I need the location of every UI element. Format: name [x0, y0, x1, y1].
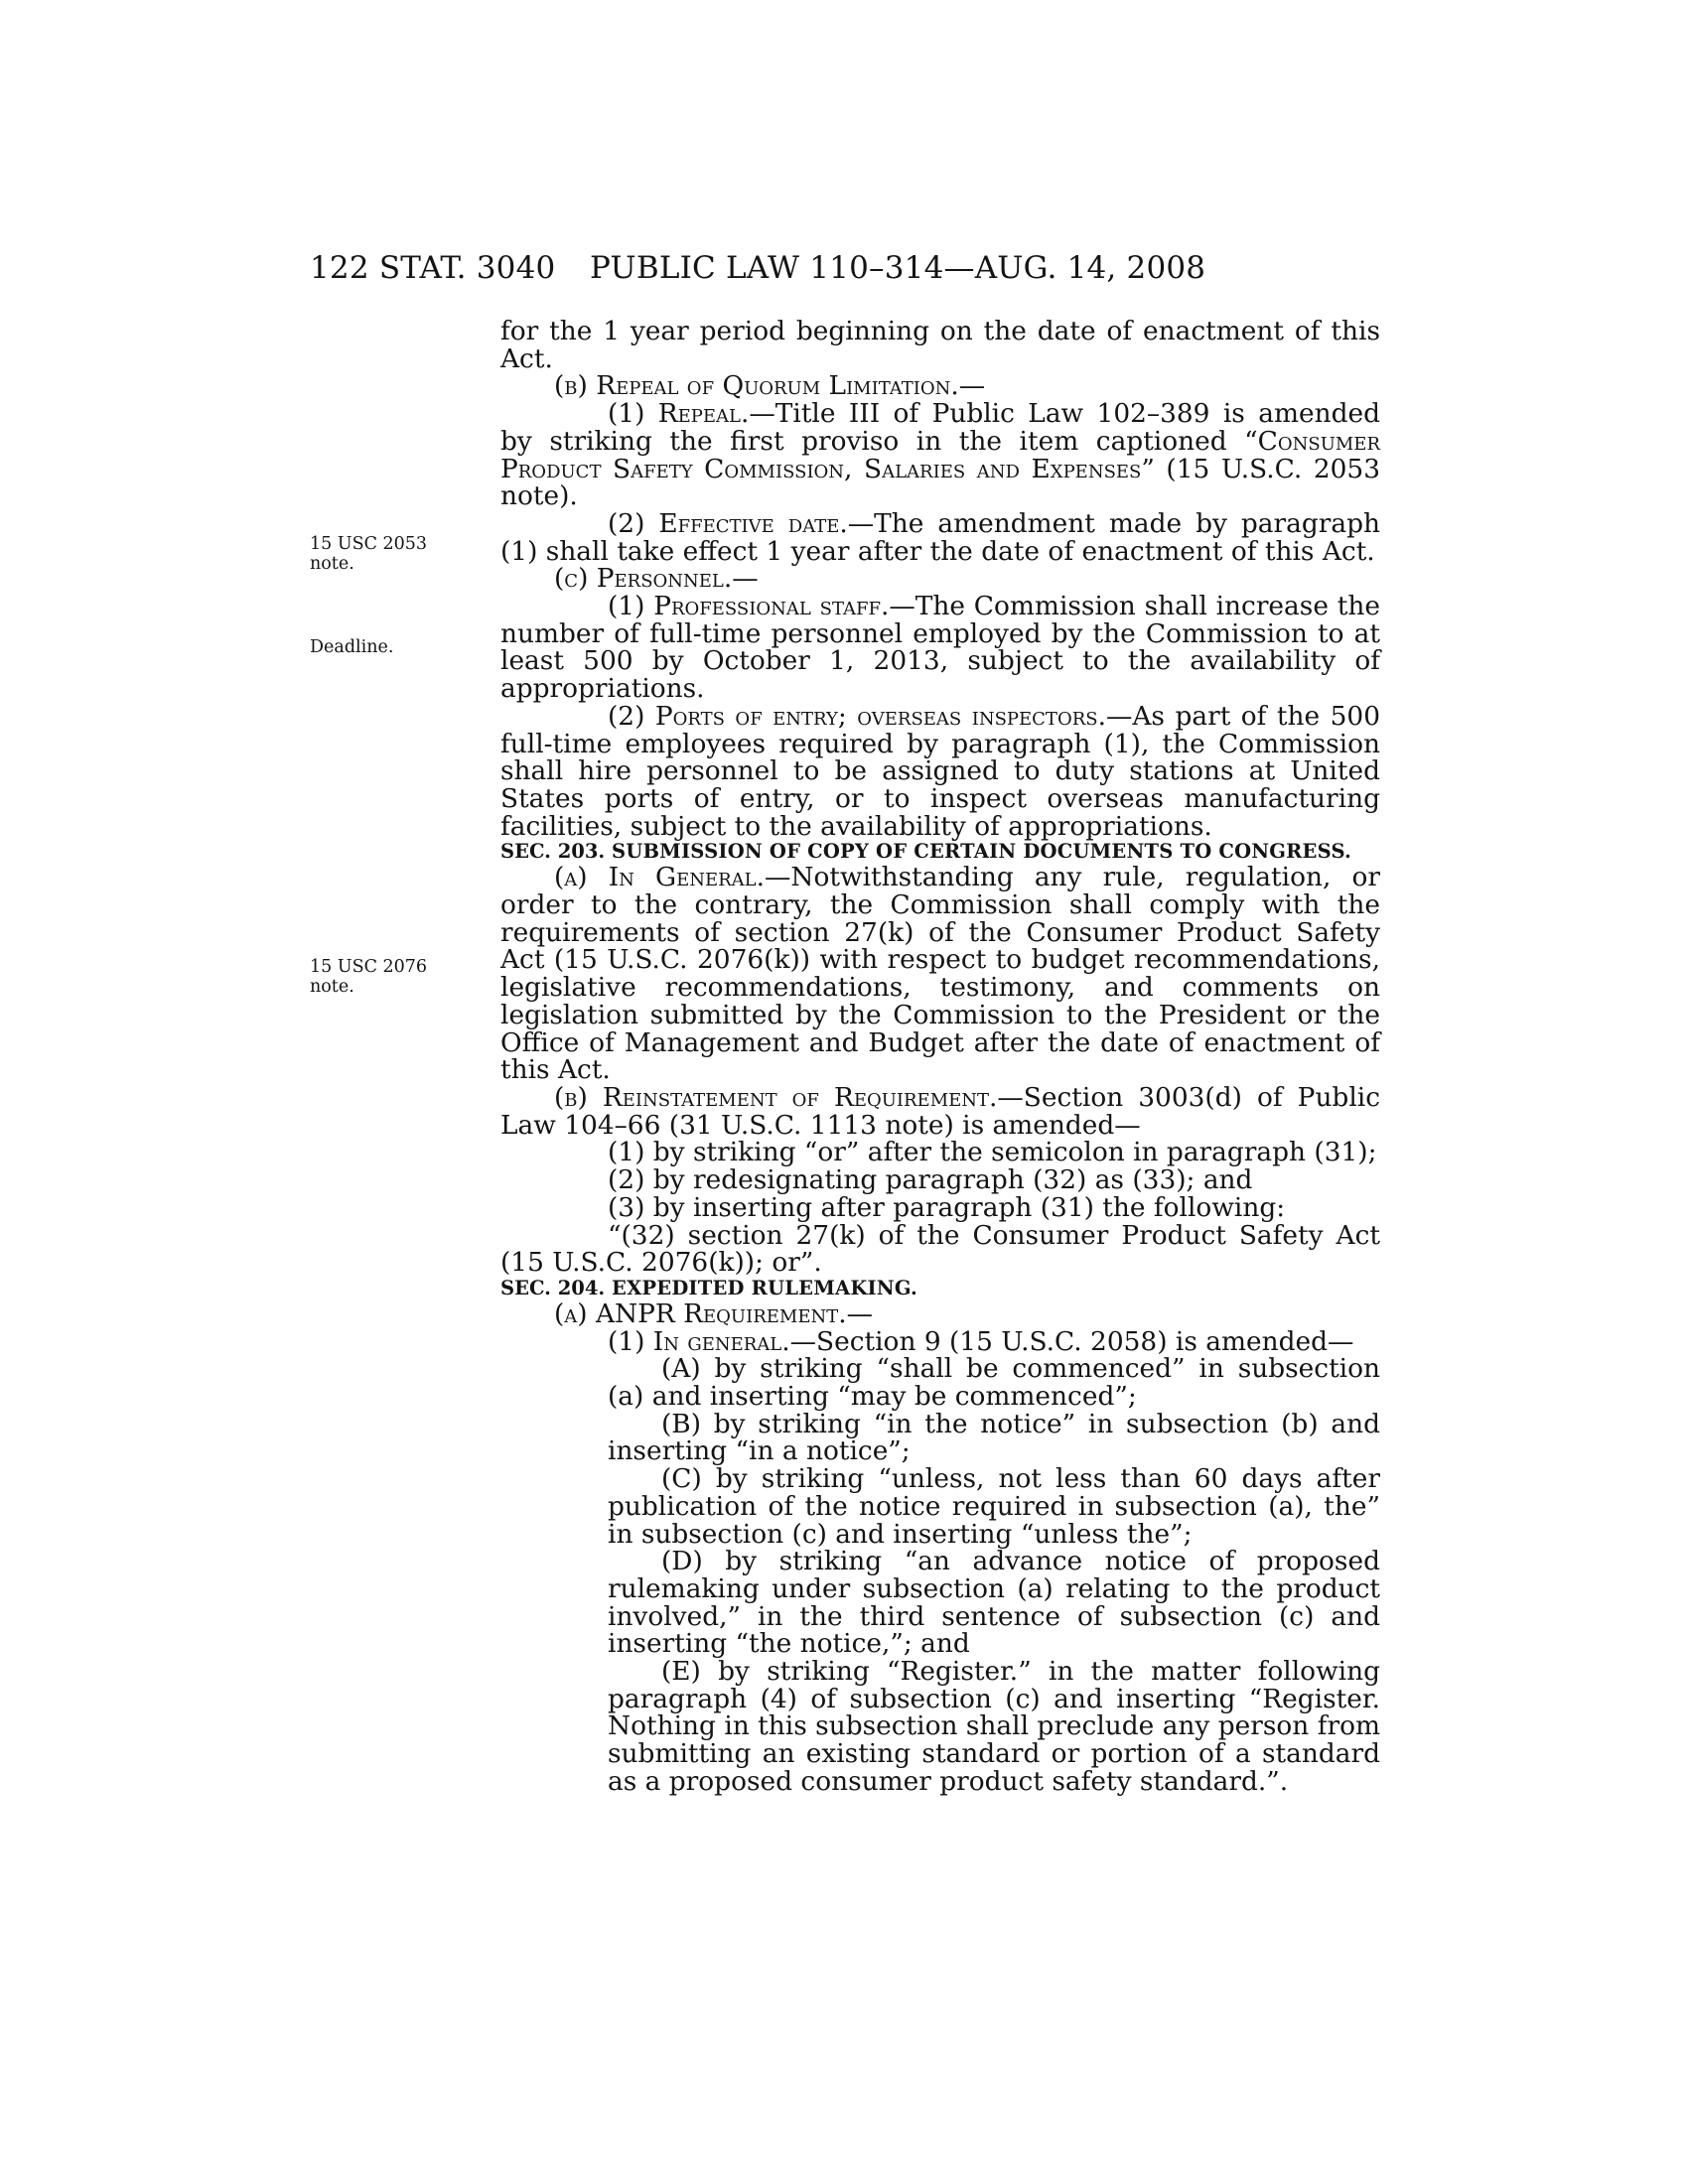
sec203-subsection-b-text: —Section 3003(d) of Public Law 104–66 (31 U.S.C. 1113 note) is amended— [500, 1081, 1380, 1141]
paragraph-b1-text: —Title III of Public Law 102–389 is amended by striking the first proviso in the item captioned “ [500, 398, 1381, 457]
sec204-item: (B) by striking “in the notice” in subsection (b) and inserting “in a notice”; [608, 1408, 1380, 1467]
sec204-paragraph-1-label: (1) In general. [608, 1325, 790, 1357]
paragraph-c2-text: —As part of the 500 full-time employees required by paragraph (1), the Commission shall hire personnel to be assigned to duty stations at United States ports of entry, or to inspect overseas manufacturing facilities, subject to the availability of appropriations. [500, 700, 1380, 842]
section-204-number: SEC. 204. [500, 1276, 606, 1299]
subsection-b-heading [500, 372, 1380, 400]
section-203-title: SUBMISSION OF COPY OF CERTAIN DOCUMENTS TO CONGRESS. [612, 840, 1352, 864]
text-column [500, 318, 1380, 1796]
subsection-c-label: (c) Personnel.— [554, 563, 759, 595]
sec204-item: (C) by striking “unless, not less than 60 days after publication of the notice required in subsection (a), the” in subsection (c) and inserting “unless the”; [608, 1463, 1380, 1550]
sec203-quoted-text: “(32) section 27(k) of the Consumer Product Safety Act (15 U.S.C. 2076(k)); or”. [500, 1219, 1380, 1279]
sec204-item: (E) by striking “Register.” in the matter following paragraph (4) of subsection (c) and inserting “Register. Nothing in this subsection shall preclude any person from submitting an existing standard or portion of a standard as a proposed consumer product safety standard.”. [608, 1656, 1380, 1797]
sec204-subsection-a-heading [500, 1297, 1380, 1329]
paragraph-c2-label: (2) Ports of entry; overseas inspectors. [608, 700, 1106, 732]
sec204-subsection-a-label: (a) ANPR Requirement.— [554, 1297, 873, 1329]
margin-note-deadline: Deadline. [310, 637, 394, 657]
paragraph-continuation: for the 1 year period beginning on the date of enactment of this Act. [500, 316, 1380, 374]
page-stat-number: 122 STAT. 3040 [310, 250, 556, 286]
subsection-c-heading [500, 565, 1380, 593]
paragraph-b1-label: (1) Repeal. [608, 398, 750, 430]
paragraph-b1 [500, 400, 1380, 510]
paragraph-c1-label: (1) Professional staff. [608, 591, 890, 622]
sec204-item: (A) by striking “shall be commenced” in subsection (a) and inserting “may be commenced”; [608, 1353, 1380, 1413]
paragraph-c1 [500, 593, 1380, 703]
sec204-paragraph-1-text: —Section 9 (15 U.S.C. 2058) is amended— [789, 1325, 1354, 1357]
paragraph-b1-caption: Consumer Product Safety Commission, Salaries and Expenses [500, 425, 1380, 484]
sec203-subsection-b [500, 1081, 1380, 1141]
subsection-b-label: (b) Repeal of Quorum Limitation.— [554, 370, 986, 402]
sec204-paragraph-1 [500, 1325, 1380, 1357]
sec204-item: (D) by striking “an advance notice of proposed rulemaking under subsection (a) relating to the product involved,” in the third sentence of subsection (c) and inserting “the notice,”; and [608, 1546, 1380, 1660]
paragraph-b2-text: —The amendment made by paragraph (1) shall take effect 1 year after the date of enactment of this Act. [500, 507, 1380, 567]
sec203-subsection-a-label: (a) In General. [554, 862, 765, 893]
paragraph-c1-text: —The Commission shall increase the number of full-time personnel employed by the Commission to at least 500 by October 1, 2013, subject to the availability of appropriations. [500, 591, 1380, 705]
margin-note-usc-2076: 15 USC 2076 note. [310, 957, 428, 997]
sec203-item: (3) by inserting after paragraph (31) the following: [608, 1191, 1286, 1223]
paragraph-b1-tail: ” (15 U.S.C. 2053 note). [500, 453, 1380, 512]
sec203-item: (2) by redesignating paragraph (32) as (33); and [608, 1164, 1253, 1196]
sec203-item: (1) by striking “or” after the semicolon in paragraph (31); [608, 1137, 1377, 1168]
paragraph-b2-label: (2) Effective date. [608, 507, 848, 539]
sec203-subsection-a [500, 864, 1380, 1084]
sec203-subsection-b-label: (b) Reinstatement of Requirement. [554, 1081, 998, 1113]
sec203-subsection-a-text: —Notwithstanding any rule, regulation, or order to the contrary, the Commission shall comply with the requirements of section 27(k) of the Consumer Product Safety Act (15 U.S.C. 2076(k)) with respect to budget recommendations, legislative recommendations, testimony, and comments on legislation submitted by the Commission to the President or the Office of Management and Budget after the date of enactment of this Act. [500, 862, 1380, 1086]
running-header: PUBLIC LAW 110–314—AUG. 14, 2008 [590, 250, 1206, 286]
paragraph-c2 [500, 700, 1380, 842]
section-204-heading [500, 1277, 1380, 1300]
section-204-title: EXPEDITED RULEMAKING. [612, 1276, 917, 1299]
section-203-heading [500, 840, 1380, 864]
margin-note-usc-2053: 15 USC 2053 note. [310, 534, 428, 574]
paragraph-b2 [500, 507, 1380, 567]
section-203-number: SEC. 203. [500, 840, 606, 864]
